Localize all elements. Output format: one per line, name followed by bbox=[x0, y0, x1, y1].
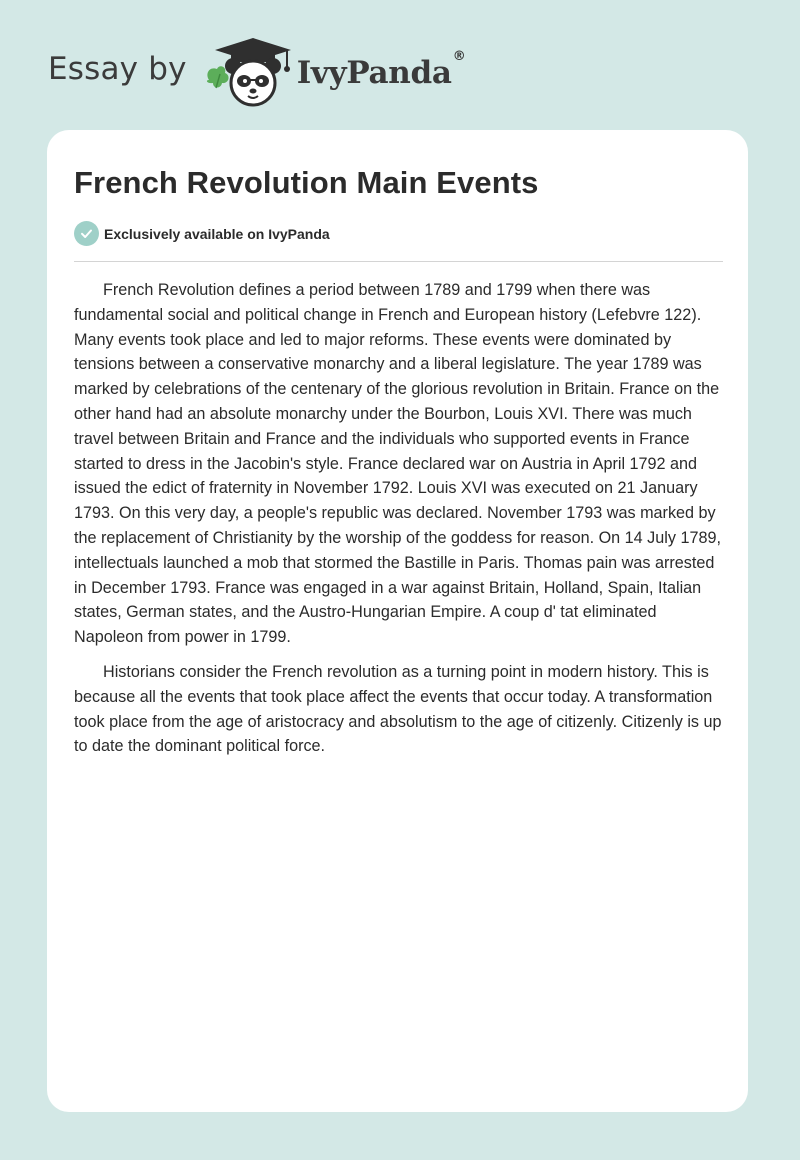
ivypanda-brand-name[interactable] bbox=[296, 49, 466, 91]
paragraph: Historians consider the French revolution as a turning point in modern history. This is because all the events that took place affect the events that occur today. A transformation took place from the age of aristocracy and absolutism to the age of citizenly. Citizenly is up to date the dominant political force. bbox=[74, 662, 722, 756]
site-header bbox=[48, 36, 465, 108]
divider bbox=[74, 261, 723, 262]
essay-by-label: Essay by bbox=[48, 51, 187, 87]
exclusive-label: Exclusively available on IvyPanda bbox=[104, 225, 330, 242]
check-icon bbox=[74, 221, 99, 246]
essay-card bbox=[47, 130, 748, 1112]
page-title: French Revolution Main Events bbox=[74, 165, 539, 200]
brand-name-text: IvyPanda bbox=[296, 55, 452, 91]
ivypanda-logo-icon[interactable] bbox=[203, 36, 295, 108]
paragraph: French Revolution defines a period between 1789 and 1799 when there was fundamental social and political change in French and European history (Lefebvre 122). Many events took place and led to major reforms. These events were dominated by tensions between a conservative monarchy and a liberal legislature. The year 1789 was marked by celebrations of the centenary of the glorious revolution in Britain. France on the other hand had an absolute monarchy under the Bourbon, Louis XVI. There was much travel between Britain and France and the individuals who supported events in France started to dress in the Jacobin's style. France declared war on Austria in April 1792 and issued the edict of fraternity in November 1792. Louis XVI was executed on 21 January 1793. On this very day, a people's republic was declared. November 1793 was marked by the replacement of Christianity by the worship of the goddess for reason. On 14 July 1789, intellectuals launched a mob that stormed the Bastille in Paris. Thomas pain was arrested in December 1793. France was engaged in a war against Britain, Holland, Spain, Italian states, German states, and the Austro-Hungarian Empire. A coup d' tat eliminated Napoleon from power in 1799. bbox=[74, 281, 721, 647]
exclusive-badge bbox=[74, 221, 330, 246]
registered-mark: ® bbox=[452, 49, 466, 64]
essay-body bbox=[74, 278, 729, 769]
